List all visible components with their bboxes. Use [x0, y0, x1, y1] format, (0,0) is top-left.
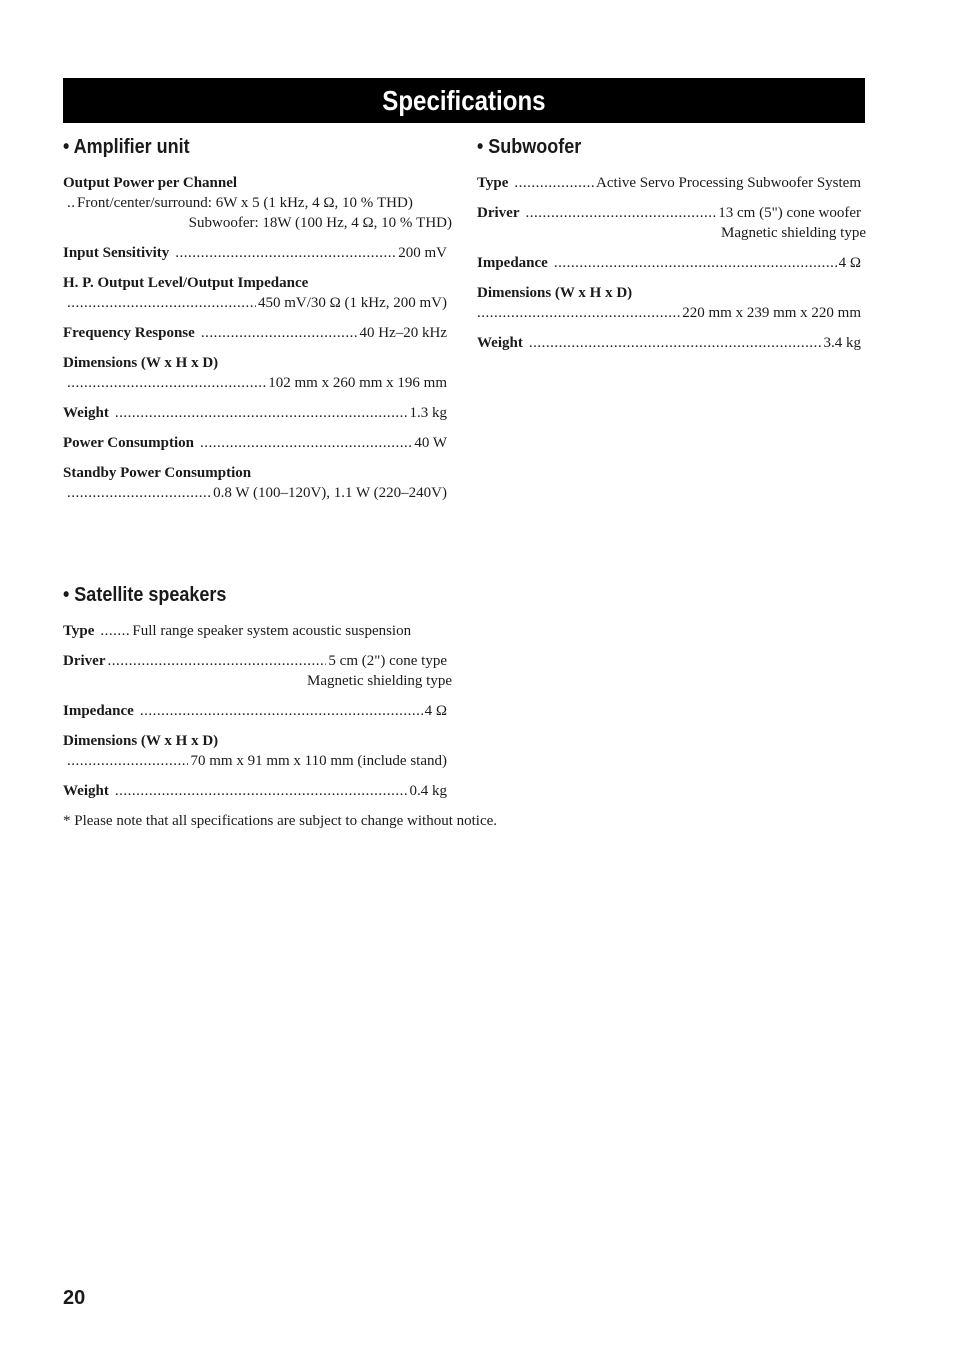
- spec-value: 1.3 kg: [409, 405, 447, 421]
- leader-dots: [514, 173, 594, 193]
- leader-dots: [100, 621, 130, 641]
- leader-dots: [525, 203, 716, 223]
- spec-label: H. P. Output Level/Output Impedance: [63, 275, 309, 291]
- subwoofer-heading: • Subwoofer: [477, 136, 582, 158]
- spec-label: Standby Power Consumption: [63, 465, 252, 481]
- spec-row: [63, 193, 447, 213]
- spec-value: Magnetic shielding type: [721, 225, 866, 241]
- spec-label: Type: [477, 175, 509, 191]
- spec-power-consumption: [63, 433, 447, 453]
- spec-value: 3.4 kg: [823, 335, 861, 351]
- spec-driver: [63, 651, 452, 691]
- spec-label: Driver: [477, 205, 520, 221]
- spec-value: 450 mV/30 Ω (1 kHz, 200 mV): [257, 295, 447, 311]
- spec-weight: [477, 333, 861, 353]
- spec-value: 4 Ω: [838, 255, 861, 271]
- leader-dots: [67, 193, 75, 213]
- spec-value: 13 cm (5") cone woofer: [718, 205, 861, 221]
- leader-dots: [140, 701, 423, 721]
- spec-label: Dimensions (W x H x D): [63, 355, 219, 371]
- spec-label: Weight: [63, 405, 109, 421]
- leader-dots: [201, 323, 358, 343]
- spec-value: 220 mm x 239 mm x 220 mm: [682, 305, 861, 321]
- spec-frequency-response: [63, 323, 447, 343]
- amplifier-section: [63, 135, 452, 513]
- spec-label: Impedance: [477, 255, 548, 271]
- leader-dots: [67, 483, 211, 503]
- spec-value: 40 Hz–20 kHz: [359, 325, 447, 341]
- spec-value: 5 cm (2") cone type: [328, 653, 447, 669]
- spec-value: 0.8 W (100–120V), 1.1 W (220–240V): [213, 485, 447, 501]
- spec-value: 200 mV: [398, 245, 447, 261]
- leader-dots: [67, 751, 188, 771]
- spec-value: Full range speaker system acoustic suspension: [132, 623, 412, 639]
- spec-type: [477, 173, 861, 193]
- spec-weight: [63, 781, 447, 801]
- spec-hp-output: [63, 273, 447, 313]
- spec-label: Power Consumption: [63, 435, 194, 451]
- spec-value: Subwoofer: 18W (100 Hz, 4 Ω, 10 % THD): [188, 215, 452, 231]
- spec-value: Active Servo Processing Subwoofer System: [596, 175, 861, 191]
- leader-dots: [477, 303, 680, 323]
- leader-dots: [115, 403, 408, 423]
- spec-value: 0.4 kg: [409, 783, 447, 799]
- satellite-heading: • Satellite speakers: [63, 584, 227, 606]
- spec-label: Frequency Response: [63, 325, 195, 341]
- spec-input-sensitivity: [63, 243, 447, 263]
- amplifier-heading: • Amplifier unit: [63, 136, 190, 158]
- spec-driver: [477, 203, 866, 243]
- spec-value: 70 mm x 91 mm x 110 mm (include stand): [190, 753, 447, 769]
- leader-dots: [529, 333, 822, 353]
- leader-dots: [554, 253, 837, 273]
- spec-weight: [63, 403, 447, 423]
- spec-output-power: [63, 173, 452, 233]
- spec-label: Input Sensitivity: [63, 245, 170, 261]
- spec-impedance: [477, 253, 861, 273]
- leader-dots: [200, 433, 412, 453]
- spec-label: Type: [63, 623, 95, 639]
- spec-type: [63, 621, 447, 641]
- spec-value: Front/center/surround: 6W x 5 (1 kHz, 4 Ω, 10 % THD): [77, 195, 413, 211]
- leader-dots: [107, 651, 326, 671]
- page-number: 20: [63, 1287, 86, 1309]
- spec-label: Weight: [63, 783, 109, 799]
- spec-label: Impedance: [63, 703, 134, 719]
- spec-dimensions: [63, 353, 447, 393]
- spec-label: Dimensions (W x H x D): [63, 733, 219, 749]
- leader-dots: [67, 293, 256, 313]
- spec-impedance: [63, 701, 447, 721]
- spec-label: Driver: [63, 653, 106, 669]
- leader-dots: [175, 243, 396, 263]
- leader-dots: [67, 373, 266, 393]
- page-title-text: Specifications: [382, 85, 546, 116]
- spec-dimensions: [63, 731, 447, 771]
- footnote: * Please note that all specifications are subject to change without notice.: [63, 813, 498, 829]
- spec-dimensions: [477, 283, 861, 323]
- spec-label: Dimensions (W x H x D): [477, 285, 633, 301]
- spec-standby-power: [63, 463, 447, 503]
- spec-value: 102 mm x 260 mm x 196 mm: [268, 375, 447, 391]
- subwoofer-section: [477, 135, 866, 363]
- page-title: [63, 78, 865, 123]
- satellite-section: [63, 583, 452, 811]
- spec-label: Output Power per Channel: [63, 175, 238, 191]
- spec-value: 40 W: [414, 435, 447, 451]
- spec-value: Magnetic shielding type: [307, 673, 452, 689]
- spec-label: Weight: [477, 335, 523, 351]
- leader-dots: [115, 781, 408, 801]
- spec-value: 4 Ω: [424, 703, 447, 719]
